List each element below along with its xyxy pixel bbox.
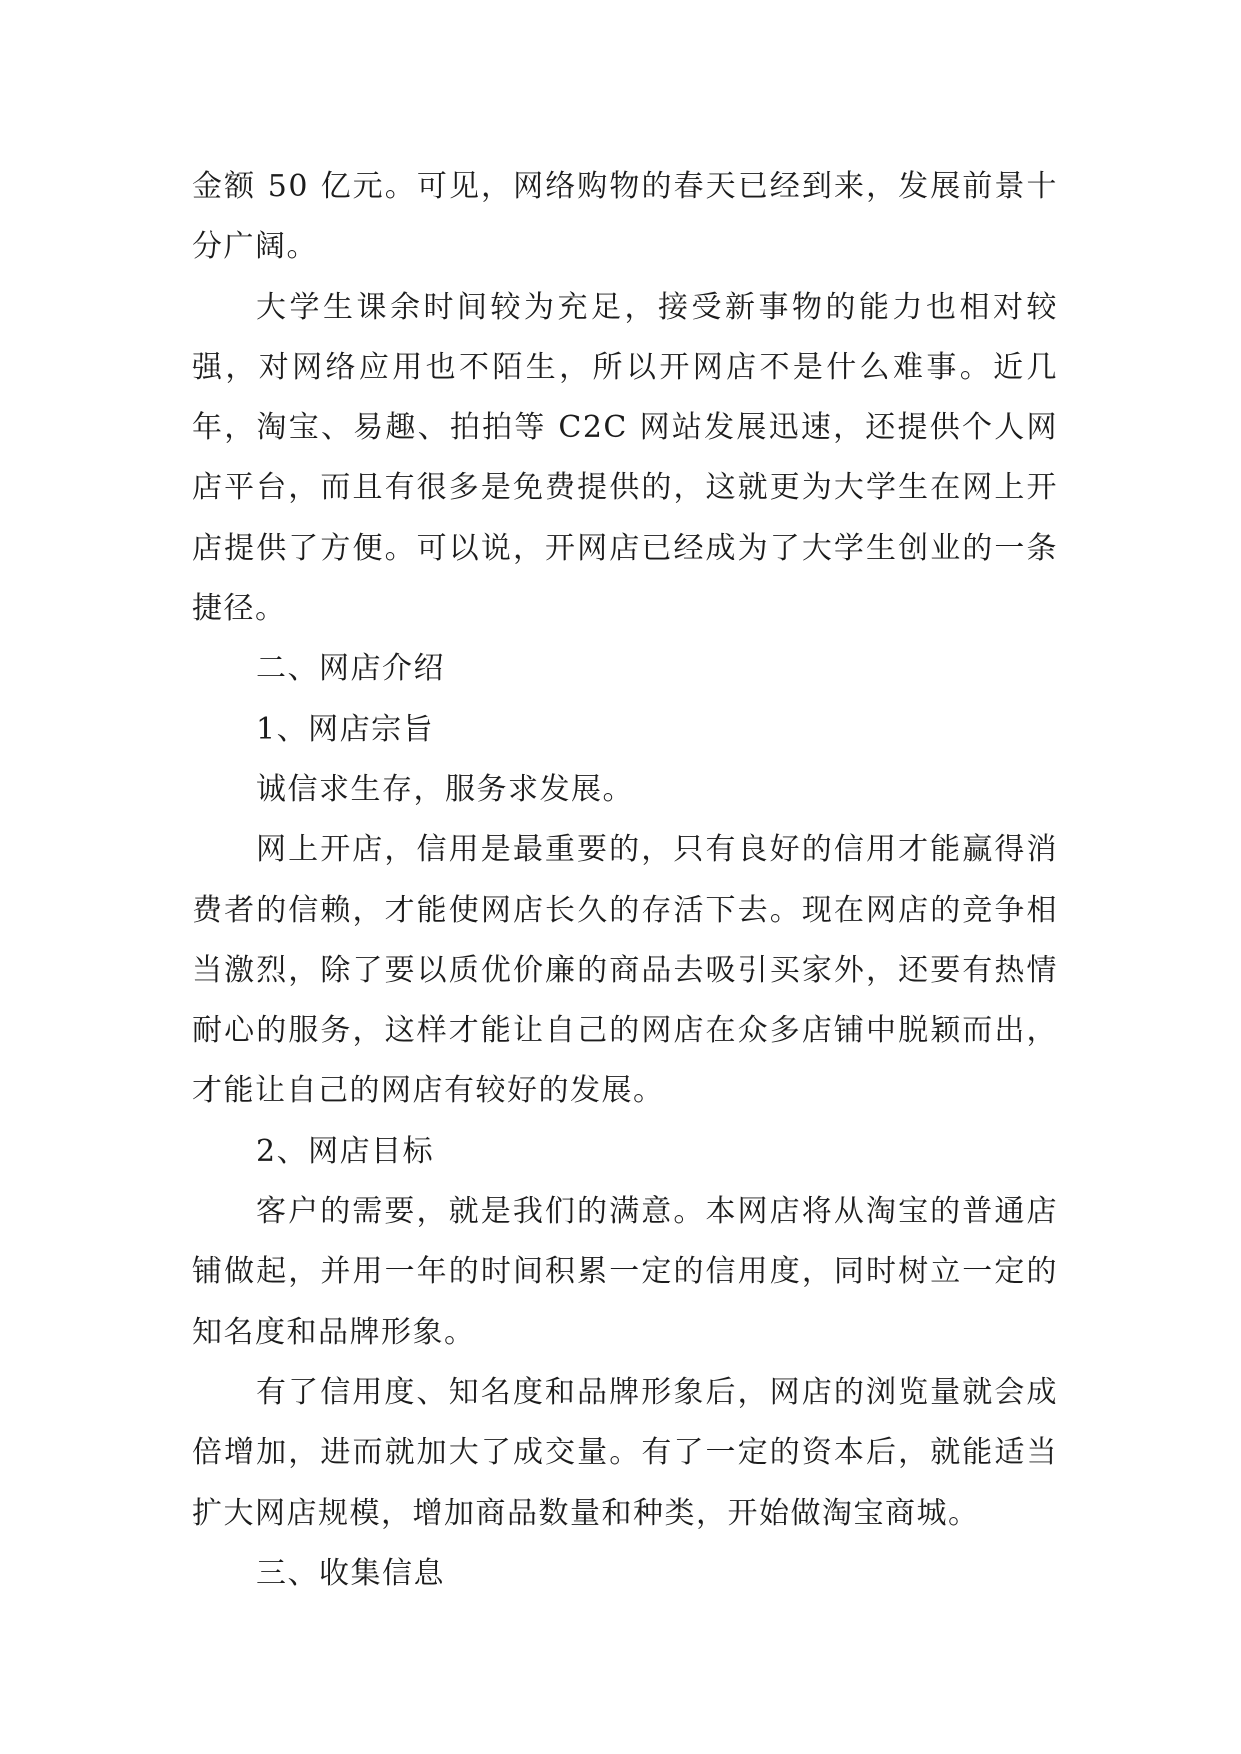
document-body [192, 157, 1058, 1604]
section-heading-2: 二、网店介绍 [256, 651, 445, 687]
paragraph-3: 网上开店，信用是最重要的，只有良好的信用才能赢得消费者的信赖，才能使网店长久的存活下去。现在网店的竞争相当激烈，除了要以质优价廉的商品去吸引买家外，还要有热情耐心的服务，这样才能让自己的网店在众多店铺中脱颖而出，才能让自己的网店有较好的发展。 [192, 832, 1058, 1109]
paragraph-motto: 诚信求生存，服务求发展。 [256, 771, 634, 807]
section-heading-3: 三、收集信息 [256, 1555, 445, 1591]
subsection-heading-2: 2、网店目标 [256, 1133, 435, 1169]
paragraph-1: 金额 50 亿元。可见，网络购物的春天已经到来，发展前景十分广阔。 [192, 169, 1058, 265]
paragraph-2: 大学生课余时间较为充足，接受新事物的能力也相对较强，对网络应用也不陌生，所以开网店不是什么难事。近几年，淘宝、易趣、拍拍等 C2C 网站发展迅速，还提供个人网店平台，而且有很多是免费提供的，这就更为大学生在网上开店提供了方便。可以说，开网店已经成为了大学生创业的一条捷径。 [192, 289, 1058, 627]
subsection-heading-1: 1、网店宗旨 [256, 711, 435, 747]
paragraph-5: 有了信用度、知名度和品牌形象后，网店的浏览量就会成倍增加，进而就加大了成交量。有了一定的资本后，就能适当扩大网店规模，增加商品数量和种类，开始做淘宝商城。 [192, 1374, 1058, 1531]
paragraph-4: 客户的需要，就是我们的满意。本网店将从淘宝的普通店铺做起，并用一年的时间积累一定的信用度，同时树立一定的知名度和品牌形象。 [192, 1194, 1058, 1350]
